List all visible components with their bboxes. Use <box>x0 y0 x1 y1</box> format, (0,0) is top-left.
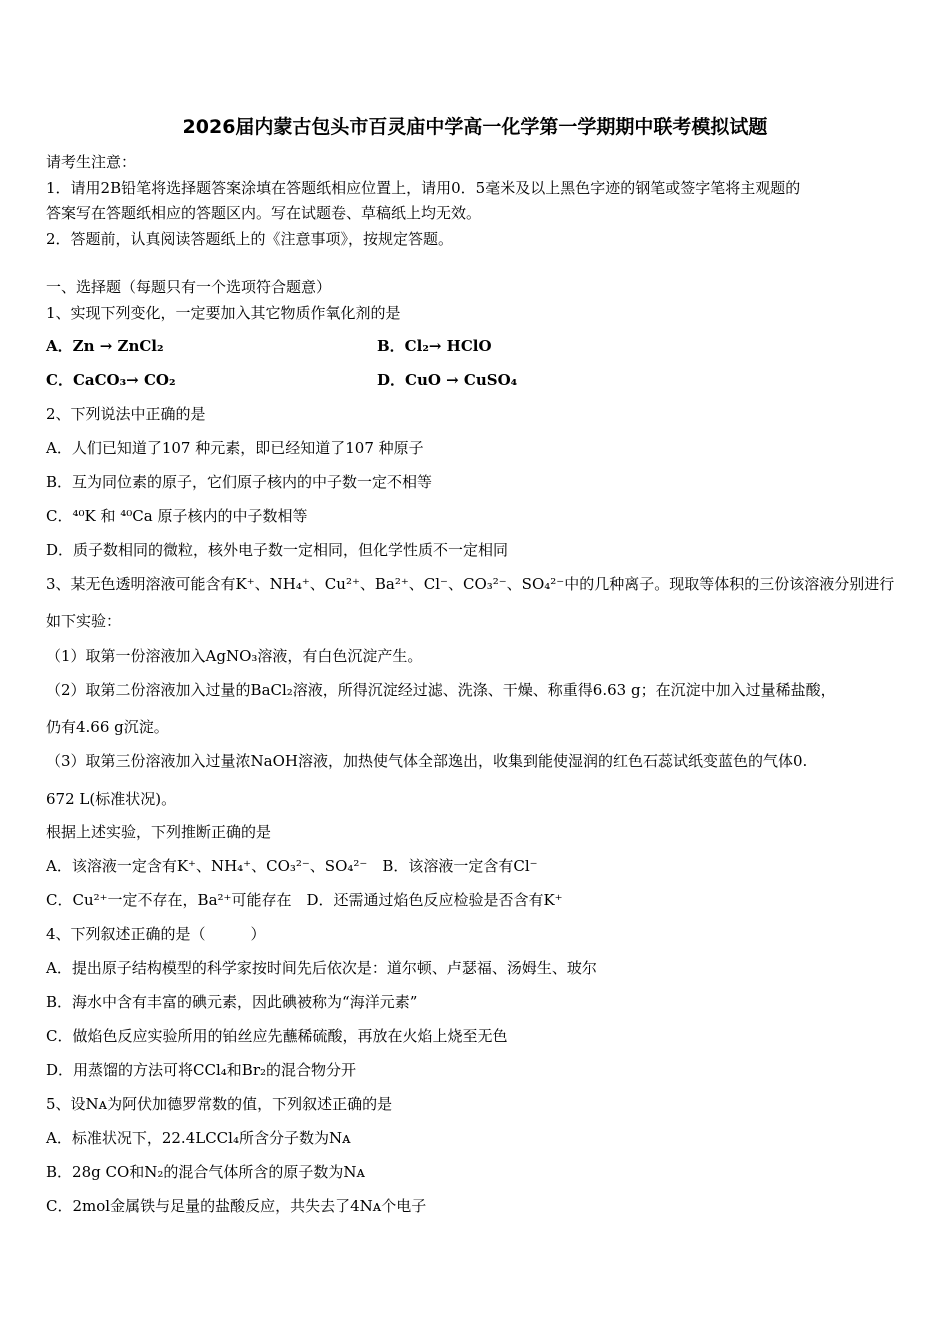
notice-heading: 请考生注意： <box>46 153 137 171</box>
question-line: 3、某无色透明溶液可能含有K⁺、NH₄⁺、Cu²⁺、Ba²⁺、Cl⁻、CO₃²⁻、SO₄²⁻中的几种离子。现取等体积的三份该溶液分别进行 <box>46 575 895 593</box>
question-line: A．该溶液一定含有K⁺、NH₄⁺、CO₃²⁻、SO₄²⁻ B．该溶液一定含有Cl⁻ <box>46 857 538 875</box>
question-line: A．Zn → ZnCl₂ <box>46 337 164 355</box>
notice-line: 答案写在答题纸相应的答题区内。写在试题卷、草稿纸上均无效。 <box>46 204 482 222</box>
question-line: A．人们已知道了107 种元素，即已经知道了107 种原子 <box>46 439 424 457</box>
question-line: 2、下列说法中正确的是 <box>46 405 206 423</box>
question-line: C．⁴⁰K 和 ⁴⁰Ca 原子核内的中子数相等 <box>46 507 308 525</box>
page-title: 2026届内蒙古包头市百灵庙中学高一化学第一学期期中联考模拟试题 <box>182 116 768 138</box>
question-line: （1）取第一份溶液加入AgNO₃溶液，有白色沉淀产生。 <box>46 647 423 665</box>
question-line: D．质子数相同的微粒，核外电子数一定相同，但化学性质不一定相同 <box>46 541 509 559</box>
question-line: A．提出原子结构模型的科学家按时间先后依次是：道尔顿、卢瑟福、汤姆生、玻尔 <box>46 959 597 977</box>
question-line: C．Cu²⁺一定不存在，Ba²⁺可能存在 D．还需通过焰色反应检验是否含有K⁺ <box>46 891 563 909</box>
question-line: A．标准状况下，22.4LCCl₄所含分子数为Nᴀ <box>46 1129 351 1147</box>
question-line: C．2mol金属铁与足量的盐酸反应，共失去了4Nᴀ个电子 <box>46 1197 427 1215</box>
question-line: C．做焰色反应实验所用的铂丝应先蘸稀硫酸，再放在火焰上烧至无色 <box>46 1027 508 1045</box>
question-option: D．CuO → CuSO₄ <box>377 371 518 389</box>
question-line: C．CaCO₃→ CO₂ <box>46 371 176 389</box>
notice-line: 1．请用2B铅笔将选择题答案涂填在答题纸相应位置上，请用0．5毫米及以上黑色字迹的钢笔或签字笔将主观题的 <box>46 179 801 197</box>
notice-line: 2．答题前，认真阅读答题纸上的《注意事项》，按规定答题。 <box>46 230 454 248</box>
question-line: （2）取第二份溶液加入过量的BaCl₂溶液，所得沉淀经过滤、洗涤、干燥、称重得6.63 g；在沉淀中加入过量稀盐酸， <box>46 681 836 699</box>
question-line: 672 L(标准状况)。 <box>46 790 177 808</box>
question-option: B．Cl₂→ HClO <box>377 337 492 355</box>
question-line: 根据上述实验，下列推断正确的是 <box>46 823 272 841</box>
question-line: 4、下列叙述正确的是（ ） <box>46 925 266 943</box>
question-line: 仍有4.66 g沉淀。 <box>46 718 169 736</box>
question-line: 如下实验： <box>46 612 122 630</box>
question-line: B．28g CO和N₂的混合气体所含的原子数为Nᴀ <box>46 1163 365 1181</box>
question-line: B．互为同位素的原子，它们原子核内的中子数一定不相等 <box>46 473 433 491</box>
question-line: （3）取第三份溶液加入过量浓NaOH溶液，加热使气体全部逸出，收集到能使湿润的红色石蕊试纸变蓝色的气体0. <box>46 752 808 770</box>
section-heading: 一、选择题（每题只有一个选项符合题意） <box>46 278 332 296</box>
question-line: B．海水中含有丰富的碘元素，因此碘被称为“海洋元素” <box>46 993 418 1011</box>
question-line: 5、设Nᴀ为阿伏加德罗常数的值，下列叙述正确的是 <box>46 1095 393 1113</box>
question-line: D．用蒸馏的方法可将CCl₄和Br₂的混合物分开 <box>46 1061 356 1079</box>
question-line: 1、实现下列变化，一定要加入其它物质作氧化剂的是 <box>46 304 401 322</box>
